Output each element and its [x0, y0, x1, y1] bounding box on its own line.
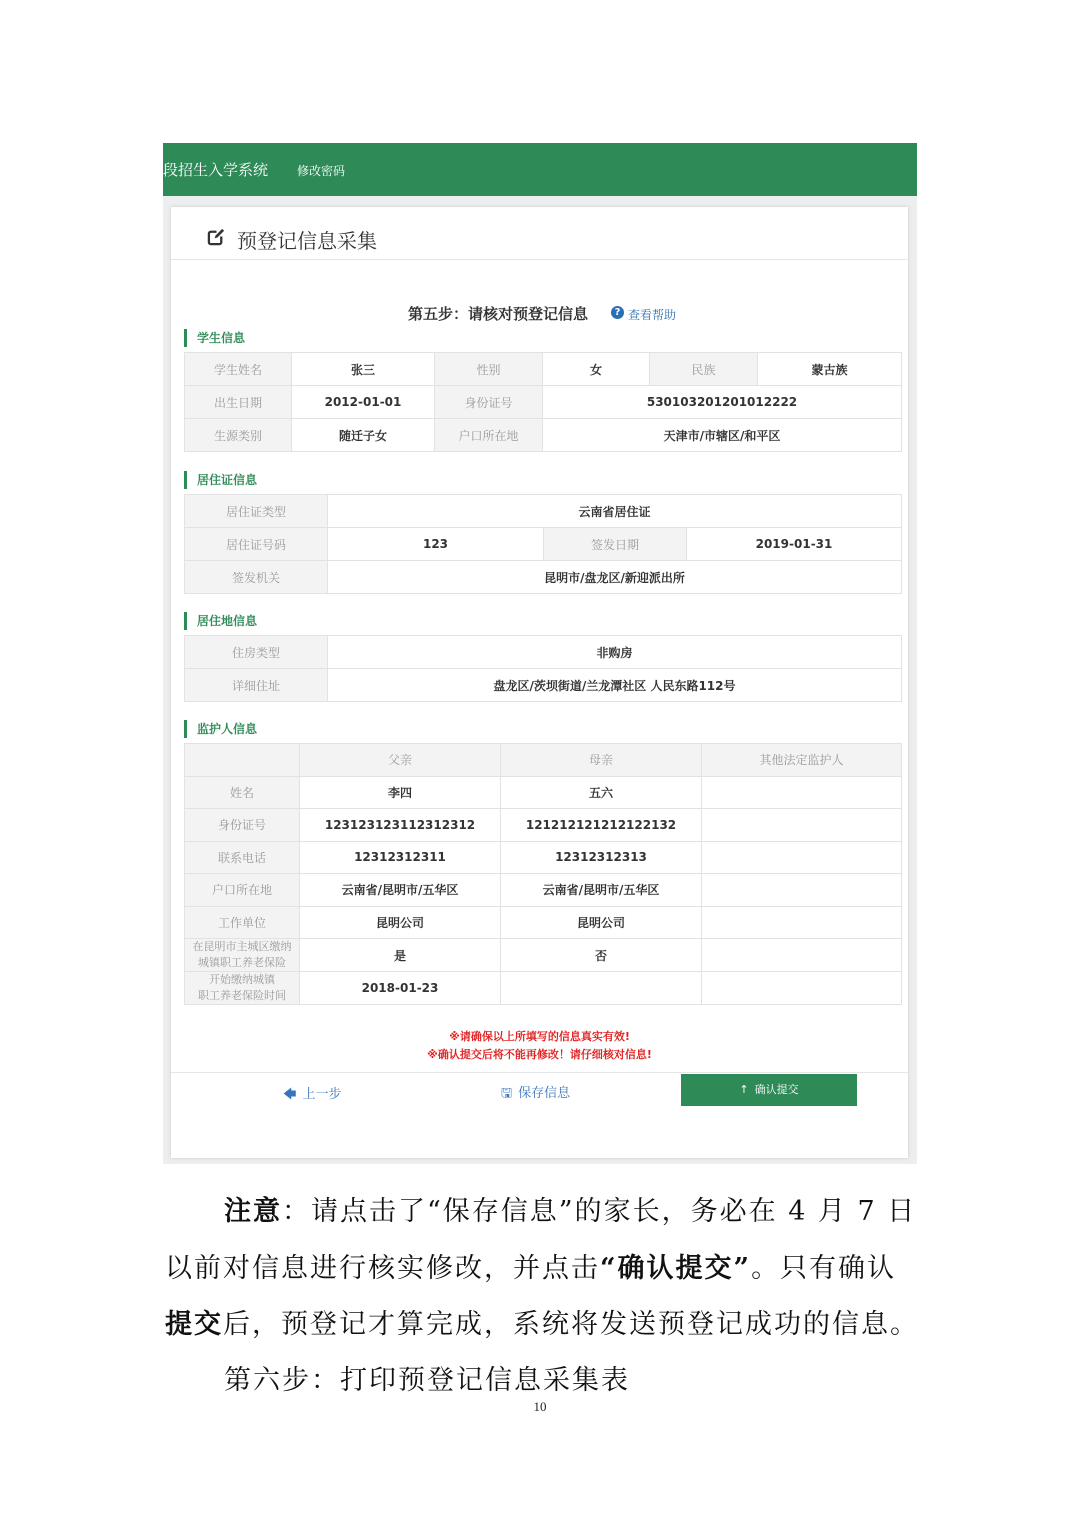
permit-number-label: 居住证号码: [185, 528, 328, 561]
top-nav-bar: [163, 143, 917, 196]
pension-start-label-line2: 职工养老保险时间: [198, 989, 286, 1002]
father-name: 李四: [300, 776, 501, 809]
guardian-table: [184, 743, 902, 1005]
save-info-label: 保存信息: [518, 1086, 571, 1101]
other-guardian-name: [702, 776, 902, 809]
table-row: [185, 495, 902, 528]
table-row: [185, 669, 902, 702]
other-guardian-pension-start: [702, 972, 902, 1005]
guardian-id-label: 身份证号: [185, 809, 300, 842]
table-row: [185, 841, 902, 874]
table-row: [185, 528, 902, 561]
mother-pension-paid: 否: [501, 939, 702, 972]
header-other-guardian: 其他法定监护人: [702, 744, 902, 777]
other-guardian-pension-paid: [702, 939, 902, 972]
step-title: 第五步：请核对预登记信息: [408, 305, 589, 323]
other-guardian-phone: [702, 841, 902, 874]
student-name-label: 学生姓名: [185, 353, 292, 386]
birth-date-label: 出生日期: [185, 386, 292, 419]
note-line-2-a: 以前对信息进行核实修改，并点击: [165, 1253, 600, 1284]
mother-pension-start: [501, 972, 702, 1005]
note-line-1: [224, 1189, 917, 1228]
header-mother: 母亲: [501, 744, 702, 777]
help-link[interactable]: 查看帮助: [628, 308, 677, 322]
table-row: [185, 972, 902, 1005]
table-row: [185, 744, 902, 777]
father-pension-paid: 是: [300, 939, 501, 972]
father-employer: 昆明公司: [300, 906, 501, 939]
pension-paid-label-line1: 在昆明市主城区缴纳: [192, 940, 292, 953]
warning-line-2: ※确认提交后将不能再修改！请仔细核对信息!: [427, 1048, 652, 1061]
mother-employer: 昆明公司: [501, 906, 702, 939]
save-icon: 🖫: [501, 1086, 513, 1101]
section-title-residence-permit: 居住证信息: [184, 471, 257, 489]
birth-date-value: 2012-01-01: [292, 386, 435, 419]
confirm-submit-label: 确认提交: [754, 1083, 799, 1096]
table-row: [185, 636, 902, 669]
issuing-authority-value: 昆明市/盘龙区/新迎派出所: [328, 561, 902, 594]
table-row: [185, 939, 902, 972]
prev-step-button[interactable]: [283, 1083, 341, 1107]
button-row: [171, 1072, 908, 1159]
guardian-phone-label: 联系电话: [185, 841, 300, 874]
residence-permit-table: [184, 494, 902, 594]
hukou-label: 户口所在地: [435, 419, 543, 452]
hukou-value: 天津市/市辖区/和平区: [543, 419, 902, 452]
help-icon[interactable]: ?: [611, 306, 624, 319]
mother-id: 121212121212122132: [501, 809, 702, 842]
section-title-student: 学生信息: [184, 329, 245, 347]
pension-start-label-line1: 开始缴纳城镇: [209, 973, 275, 986]
father-hukou: 云南省/昆明市/五华区: [300, 874, 501, 907]
table-row: [185, 906, 902, 939]
other-guardian-employer: [702, 906, 902, 939]
table-row: [185, 419, 902, 452]
panel-title: 预登记信息采集: [237, 229, 377, 253]
mother-phone: 12312312313: [501, 841, 702, 874]
screenshot-frame: [163, 143, 917, 1164]
guardian-employer-label: 工作单位: [185, 906, 300, 939]
mother-name: 五六: [501, 776, 702, 809]
system-title[interactable]: 段招生入学系统: [163, 161, 269, 179]
father-id: 123123123112312312: [300, 809, 501, 842]
permit-type-value: 云南省居住证: [328, 495, 902, 528]
table-row: [185, 353, 902, 386]
header-father: 父亲: [300, 744, 501, 777]
source-type-value: 随迁子女: [292, 419, 435, 452]
guardian-name-label: 姓名: [185, 776, 300, 809]
pension-paid-label-line2: 城镇职工养老保险: [198, 956, 286, 969]
save-info-button[interactable]: [501, 1082, 570, 1106]
father-phone: 12312312311: [300, 841, 501, 874]
gender-value: 女: [543, 353, 650, 386]
mother-hukou: 云南省/昆明市/五华区: [501, 874, 702, 907]
prev-step-label: 上一步: [302, 1087, 342, 1102]
note-line-3: [165, 1302, 925, 1341]
panel-header: [171, 207, 908, 260]
arrow-left-icon: 🡄: [283, 1087, 297, 1102]
guardian-hukou-label: 户口所在地: [185, 874, 300, 907]
residence-table: [184, 635, 902, 702]
section-title-guardian: 监护人信息: [184, 720, 257, 738]
table-row: [185, 776, 902, 809]
id-number-value: 530103201201012222: [543, 386, 902, 419]
step-six-heading: 第六步：打印预登记信息采集表: [224, 1365, 630, 1396]
father-pension-start: 2018-01-23: [300, 972, 501, 1005]
student-info-table: [184, 352, 902, 452]
section-title-residence: 居住地信息: [184, 612, 257, 630]
other-guardian-hukou: [702, 874, 902, 907]
pension-start-label: [185, 972, 300, 1005]
guardian-header-blank: [185, 744, 300, 777]
page-number: 10: [533, 1399, 547, 1414]
edit-icon: [207, 227, 226, 246]
note-line-3-b: 后，预登记才算完成，系统将发送预登记成功的信息。: [223, 1309, 919, 1340]
other-guardian-id: [702, 809, 902, 842]
housing-type-value: 非购房: [328, 636, 902, 669]
confirm-submit-button[interactable]: [681, 1074, 857, 1106]
gender-label: 性别: [435, 353, 543, 386]
info-panel: [171, 207, 908, 1158]
housing-type-label: 住房类型: [185, 636, 328, 669]
pension-paid-label: [185, 939, 300, 972]
warning-line-1: ※请确保以上所填写的信息真实有效!: [449, 1030, 630, 1043]
issue-date-label: 签发日期: [544, 528, 687, 561]
permit-number-value: 123: [328, 528, 544, 561]
address-value: 盘龙区/茨坝街道/兰龙潭社区 人民东路112号: [328, 669, 902, 702]
student-name-value: 张三: [292, 353, 435, 386]
ethnicity-value: 蒙古族: [758, 353, 902, 386]
source-type-label: 生源类别: [185, 419, 292, 452]
note-bold: 注意: [224, 1196, 282, 1227]
note-line-2-c: 。只有确认: [751, 1253, 897, 1284]
table-row: [185, 386, 902, 419]
address-label: 详细住址: [185, 669, 328, 702]
change-password-link[interactable]: 修改密码: [297, 164, 346, 178]
issuing-authority-label: 签发机关: [185, 561, 328, 594]
note-line-1-text: ：请点击了“保存信息”的家长，务必在 4 月 7 日: [282, 1196, 917, 1227]
arrow-up-icon: ↑: [739, 1083, 749, 1096]
note-line-2: [165, 1246, 925, 1285]
ethnicity-label: 民族: [650, 353, 758, 386]
permit-type-label: 居住证类型: [185, 495, 328, 528]
note-line-3-a: 提交: [165, 1309, 223, 1340]
issue-date-value: 2019-01-31: [687, 528, 902, 561]
table-row: [185, 561, 902, 594]
table-row: [185, 809, 902, 842]
note-line-2-b: “确认提交”: [600, 1253, 752, 1284]
id-number-label: 身份证号: [435, 386, 543, 419]
table-row: [185, 874, 902, 907]
